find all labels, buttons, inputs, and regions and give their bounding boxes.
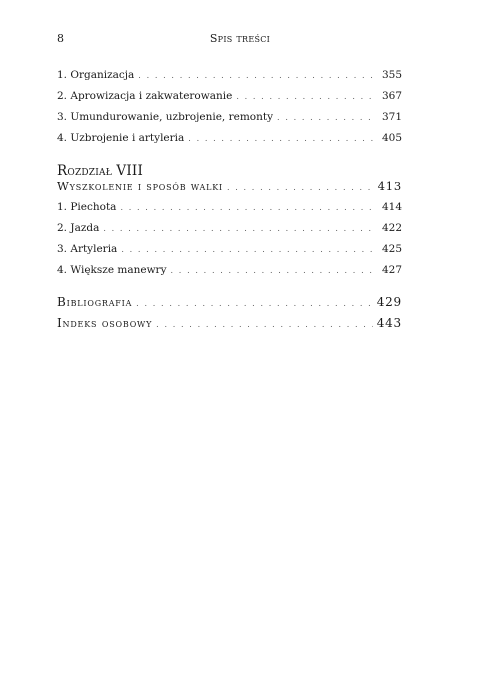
running-head: Spis treści (209, 32, 271, 45)
toc-entry-label: 1. Organizacja (57, 69, 135, 81)
toc-entry-uzbrojenie (57, 131, 402, 152)
toc-entry-page: 425 (381, 243, 402, 255)
spacer (57, 284, 402, 295)
toc-entry-piechota (57, 200, 402, 221)
dot-leader (103, 222, 376, 236)
toc-entry-label: Bibliografia (57, 295, 133, 309)
dot-leader (136, 297, 373, 311)
toc-entry-label: 2. Aprowizacja i zakwaterowanie (57, 90, 233, 102)
toc-entry-wieksze-manewry (57, 263, 402, 284)
toc-entry-page: 422 (381, 222, 402, 234)
toc-entry-label: 3. Artyleria (57, 243, 118, 255)
dot-leader (171, 264, 376, 278)
table-of-contents (57, 68, 402, 337)
dot-leader (138, 69, 376, 83)
dot-leader (236, 90, 376, 104)
toc-entry-label: 4. Większe manewry (57, 264, 167, 276)
toc-entry-page: 443 (376, 316, 402, 330)
toc-entry-bibliografia (57, 295, 402, 316)
toc-entry-aprowizacja (57, 89, 402, 110)
toc-entry-label: 1. Piechota (57, 201, 117, 213)
dot-leader (156, 318, 373, 332)
toc-entry-indeks-osobowy (57, 316, 402, 337)
toc-entry-page: 367 (381, 90, 402, 102)
toc-entry-artyleria (57, 242, 402, 263)
dot-leader (277, 111, 376, 125)
dot-leader (120, 201, 376, 215)
toc-entry-label: 4. Uzbrojenie i artyleria (57, 132, 185, 144)
dot-leader (227, 181, 374, 195)
toc-entry-label: 3. Umundurowanie, uzbrojenie, remonty (57, 111, 274, 123)
page-number: 8 (57, 32, 64, 45)
toc-entry-jazda (57, 221, 402, 242)
toc-entry-organizacja (57, 68, 402, 89)
toc-entry-page: 413 (377, 179, 402, 193)
toc-entry-page: 371 (381, 111, 402, 123)
toc-entry-page: 429 (376, 295, 402, 309)
toc-chapter-heading (57, 179, 402, 200)
toc-entry-page: 427 (381, 264, 402, 276)
chapter-title: Rozdział VIII (57, 163, 143, 179)
toc-entry-umundurowanie (57, 110, 402, 131)
chapter-subtitle: Wyszkolenie i sposób walki (57, 179, 223, 193)
toc-entry-label: Indeks osobowy (57, 316, 153, 330)
toc-entry-page: 405 (381, 132, 402, 144)
toc-entry-label: 2. Jazda (57, 222, 100, 234)
toc-entry-page: 414 (381, 201, 402, 213)
dot-leader (188, 132, 376, 146)
spacer (57, 152, 402, 163)
toc-entry-page: 355 (381, 69, 402, 81)
dot-leader (121, 243, 376, 257)
